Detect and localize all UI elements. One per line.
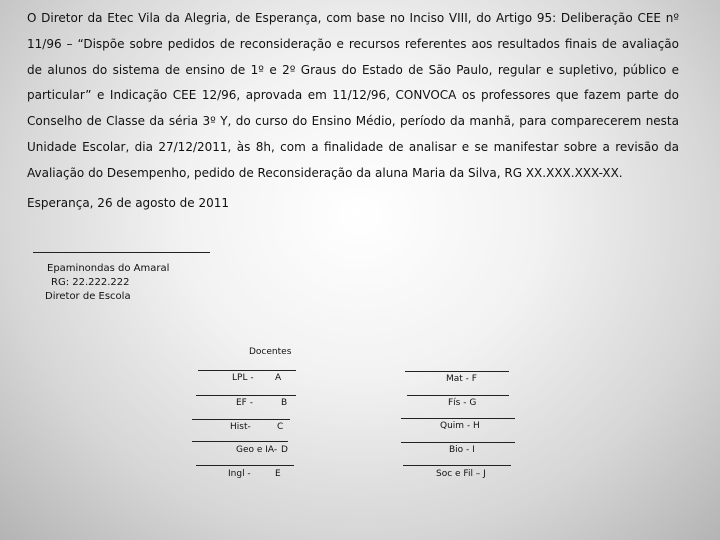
docente-label: Bio - I <box>449 445 475 455</box>
docente-letter: B <box>281 398 288 408</box>
docente-line <box>405 371 509 372</box>
docente-subject: LPL - <box>232 373 254 383</box>
docente-line <box>403 465 511 466</box>
docente-subject: Ingl - <box>228 469 251 479</box>
docente-line <box>192 441 288 442</box>
docente-subject: Geo e IA- <box>236 445 278 455</box>
docente-line <box>401 442 515 443</box>
docente-line <box>196 395 296 396</box>
convocation-paragraph: O Diretor da Etec Vila da Alegria, de Esperança, com base no Inciso VIII, do Artigo 95: Deliberação CEE nº 11/96 – “Dispõe sobre pedidos de reconsideração e recursos referentes aos resultados finais de avaliação de alunos do sistema de ensino de 1º e 2º Graus do Estado de São Paulo, regular e supletivo, público e particular” e Indicação CEE 12/96, aprovada em 11/12/96, CONVOCA os professores que fazem parte do Conselho de Classe da séria 3º Y, do curso do Ensino Médio, período da manhã, para comparecerem nesta Unidade Escolar, dia 27/12/2011, às 8h, com a finalidade de analisar e se manifestar sobre a revisão da Avaliação do Desempenho, pedido de Reconsideração da aluna Maria da Silva, RG XX.XXX.XXX-XX. <box>27 11 679 180</box>
signatory-name: Epaminondas do Amaral <box>47 263 170 274</box>
docente-letter: E <box>275 469 281 479</box>
docente-letter: C <box>277 422 284 432</box>
signatory-rg: RG: 22.222.222 <box>51 277 130 288</box>
signatory-role: Diretor de Escola <box>45 291 131 302</box>
docente-label: Soc e Fil – J <box>436 469 486 479</box>
docente-subject: Hist- <box>230 422 251 432</box>
docentes-title: Docentes <box>249 347 292 357</box>
docente-line <box>198 370 296 371</box>
docente-line <box>407 395 509 396</box>
date-line: Esperança, 26 de agosto de 2011 <box>27 196 229 210</box>
docente-subject: EF - <box>236 398 253 408</box>
docente-letter: A <box>275 373 282 383</box>
docente-line <box>196 465 294 466</box>
docente-line <box>192 419 290 420</box>
docente-letter: D <box>281 445 288 455</box>
docente-label: Quim - H <box>440 421 480 431</box>
docente-label: Mat - F <box>446 374 477 384</box>
docente-line <box>401 418 515 419</box>
docente-label: Fís - G <box>448 398 477 408</box>
signature-line <box>33 252 210 253</box>
